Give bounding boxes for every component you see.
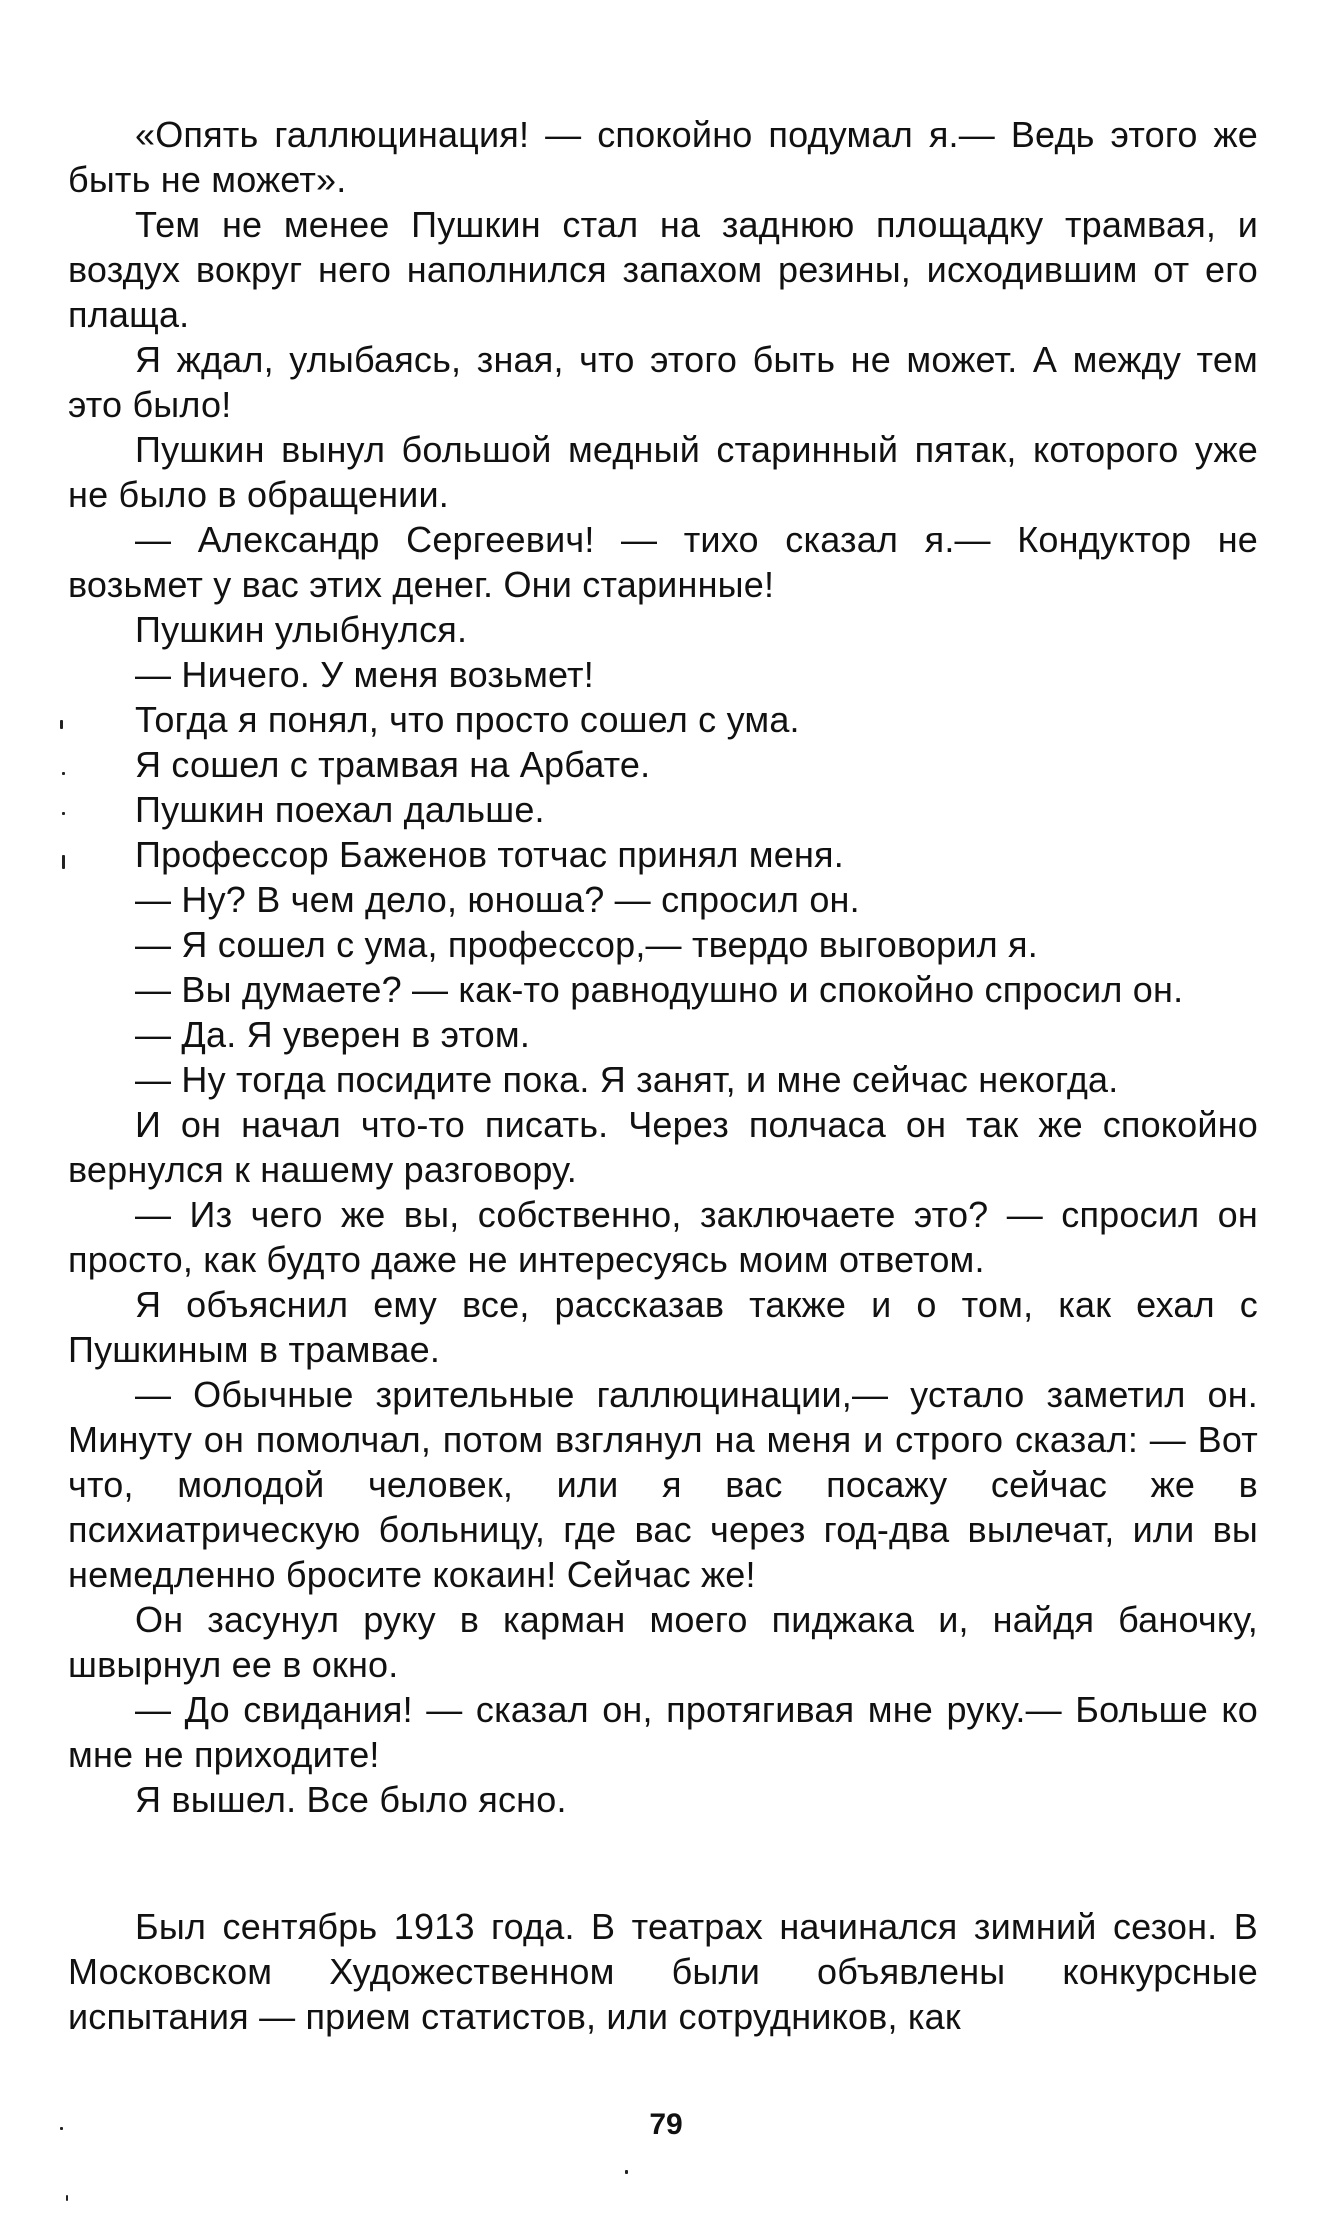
paragraph: — Я сошел с ума, профессор,— твердо выговорил я. <box>135 924 1038 965</box>
paragraph: — Ничего. У меня возьмет! <box>135 654 594 695</box>
paragraph: Пушкин поехал дальше. <box>135 789 545 830</box>
paragraph: — До свидания! — сказал он, протягивая мне руку.— Больше ко мне не приходите! <box>68 1689 1258 1775</box>
paragraph: И он начал что-то писать. Через полчаса он так же спокойно вернулся к нашему разговору. <box>68 1104 1258 1190</box>
section-gap <box>68 1822 1258 1904</box>
paragraph: Я вышел. Все было ясно. <box>135 1779 567 1820</box>
scan-speck <box>66 2195 68 2201</box>
paragraph: — Из чего же вы, собственно, заключаете это? — спросил он просто, как будто даже не интересуясь моим ответом. <box>68 1194 1258 1280</box>
paragraph: Тем не менее Пушкин стал на заднюю площадку трамвая, и воздух вокруг него наполнился запахом резины, исходившим от его плаща. <box>68 204 1258 335</box>
paragraph: — Александр Сергеевич! — тихо сказал я.— Кондуктор не возьмет у вас этих денег. Они старинные! <box>68 519 1258 605</box>
scan-speck <box>625 2170 628 2174</box>
paragraph: «Опять галлюцинация! — спокойно подумал я.— Ведь этого же быть не может». <box>68 114 1258 200</box>
scan-speck <box>62 855 65 869</box>
paragraph: — Да. Я уверен в этом. <box>135 1014 531 1055</box>
scan-speck <box>60 2127 63 2130</box>
paragraph: Профессор Баженов тотчас принял меня. <box>135 834 844 875</box>
text-block-1 <box>68 112 1258 1822</box>
scan-speck <box>62 772 65 775</box>
paragraph: Он засунул руку в карман моего пиджака и, найдя баночку, швырнул ее в окно. <box>68 1599 1258 1685</box>
paragraph: — Обычные зрительные галлюцинации,— устало заметил он. Минуту он помолчал, потом взглянул на меня и строго сказал: — Вот что, молодой человек, или я вас посажу сейчас же в психиатрическую больницу, где вас через год-два вылечат, или вы немедленно бросите кокаин! Сейчас же! <box>68 1374 1258 1595</box>
paragraph: Был сентябрь 1913 года. В театрах начинался зимний сезон. В Московском Художественном были объявлены конкурсные испытания — прием статистов, или сотрудников, как <box>68 1906 1258 2037</box>
paragraph: — Ну? В чем дело, юноша? — спросил он. <box>135 879 860 920</box>
paragraph: — Вы думаете? — как-то равнодушно и спокойно спросил он. <box>135 969 1184 1010</box>
paragraph: — Ну тогда посидите пока. Я занят, и мне сейчас некогда. <box>135 1059 1119 1100</box>
paragraph: Я сошел с трамвая на Арбате. <box>135 744 651 785</box>
scan-speck <box>60 720 63 729</box>
page-number: 79 <box>649 2108 683 2141</box>
page-body <box>68 112 1258 2039</box>
scan-speck <box>62 812 65 815</box>
paragraph: Я ждал, улыбаясь, зная, что этого быть не может. А между тем это было! <box>68 339 1258 425</box>
paragraph: Тогда я понял, что просто сошел с ума. <box>135 699 800 740</box>
paragraph: Пушкин вынул большой медный старинный пятак, которого уже не было в обращении. <box>68 429 1258 515</box>
paragraph: Я объяснил ему все, рассказав также и о том, как ехал с Пушкиным в трамвае. <box>68 1284 1258 1370</box>
paragraph: Пушкин улыбнулся. <box>135 609 468 650</box>
text-block-2 <box>68 1904 1258 2039</box>
